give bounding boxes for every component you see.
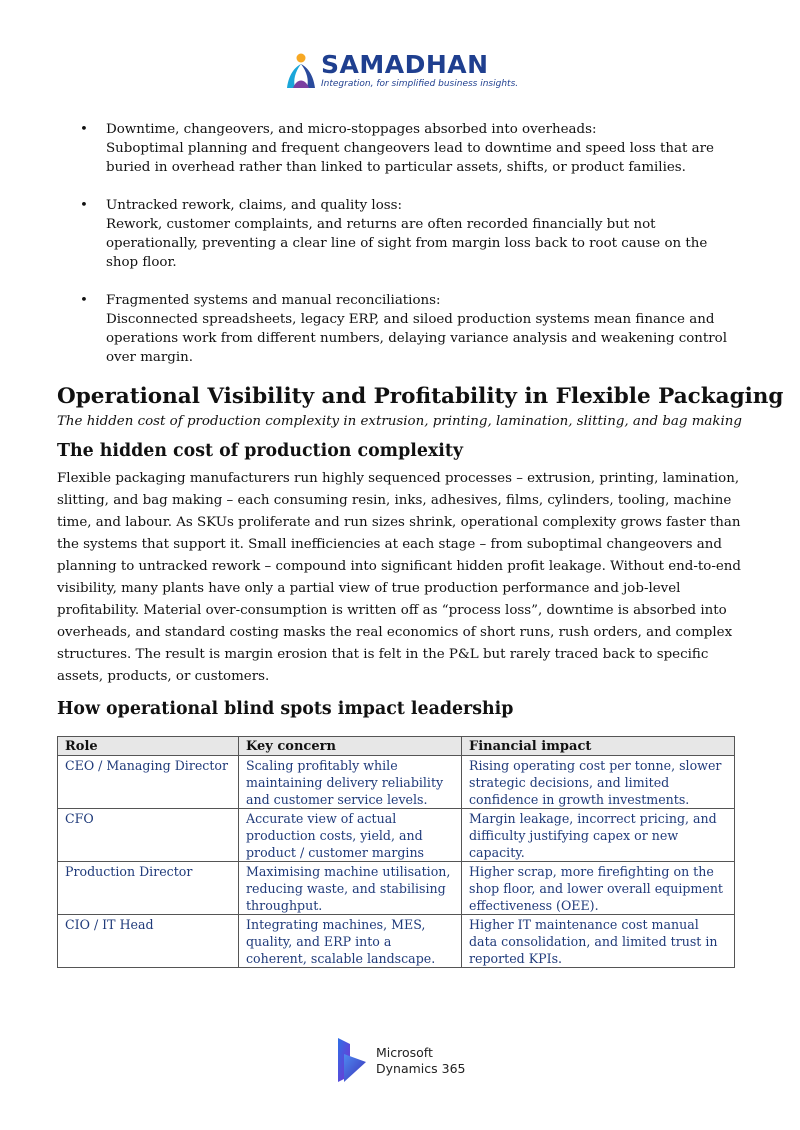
role-cell: CEO / Managing Director [58,756,239,809]
bullet-item-fragmented-systems [80,291,740,367]
samadhan-emblem-icon [283,52,319,92]
column-header-role: Role [58,737,239,756]
bullet-body: Disconnected spreadsheets, legacy ERP, and siloed production systems mean finance and operations work from different numbers, delaying variance analysis and weakening control over margin. [106,312,728,365]
bullet-item-rework [80,196,740,272]
impact-cell: Rising operating cost per tonne, slower strategic decisions, and limited confidence in growth investments. [462,756,735,809]
column-header-key-concern: Key concern [239,737,462,756]
bullet-heading: • Fragmented systems and manual reconciliations: [106,293,441,308]
bullet-heading: • Untracked rework, claims, and quality loss: [106,198,403,213]
dynamics-365-emblem-icon [334,1036,370,1084]
samadhan-tagline: Integration, for simplified business insights. [321,79,519,89]
microsoft-wordmark: Microsoft [376,1045,433,1060]
role-cell: Production Director [58,862,239,915]
microsoft-dynamics-logo [334,1036,474,1084]
concern-cell: Accurate view of actual production costs, yield, and product / customer margins [239,809,462,862]
role-cell: CFO [58,809,239,862]
bullet-item-downtime [80,120,740,177]
table-row [58,915,735,968]
dynamics-365-wordmark: Dynamics 365 [376,1061,466,1076]
column-header-financial-impact: Financial impact [462,737,735,756]
role-cell: CIO / IT Head [58,915,239,968]
impact-cell: Higher scrap, more firefighting on the shop floor, and lower overall equipment effectiveness (OEE). [462,862,735,915]
concern-cell: Maximising machine utilisation, reducing waste, and stabilising throughput. [239,862,462,915]
bullet-body: Rework, customer complaints, and returns are often recorded financially but not operationally, preventing a clear line of sight from margin loss back to root cause on the shop floor. [106,217,708,270]
samadhan-logo [283,52,523,92]
table-row [58,862,735,915]
samadhan-brand-name: SAMADHAN [321,50,489,79]
impact-cell: Margin leakage, incorrect pricing, and difficulty justifying capex or new capacity. [462,809,735,862]
section-subtitle: The hidden cost of production complexity in extrusion, printing, lamination, slitting, and bag making [57,414,743,429]
hidden-cost-paragraph: Flexible packaging manufacturers run highly sequenced processes – extrusion, printing, lamination, slitting, and bag making – each consuming resin, inks, adhesives, films, cylinders, tooling, machine time, and labour. As SKUs proliferate and run sizes shrink, operational complexity grows faster than the systems that support it. Small inefficiencies at each stage – from suboptimal changeovers and planning to untracked rework – compound into significant hidden profit leakage. Without end-to-end visibility, many plants have only a partial view of true production performance and job-level profitability. Material over-consumption is written off as “process loss”, downtime is absorbed into overheads, and standard costing masks the real economics of short runs, rush orders, and complex structures. The result is margin erosion that is felt in the P&L but rarely traced back to specific assets, products, or customers. [57,471,741,684]
challenge-bullet-list [80,120,740,386]
table-row [58,756,735,809]
impact-cell: Higher IT maintenance cost manual data consolidation, and limited trust in reported KPIs. [462,915,735,968]
blind-spots-table [57,736,735,968]
blind-spots-heading: How operational blind spots impact leadership [57,699,514,719]
concern-cell: Integrating machines, MES, quality, and ERP into a coherent, scalable landscape. [239,915,462,968]
table-row [58,809,735,862]
concern-cell: Scaling profitably while maintaining delivery reliability and customer service levels. [239,756,462,809]
hidden-cost-heading: The hidden cost of production complexity [57,441,464,461]
section-title: Operational Visibility and Profitability in Flexible Packaging [57,384,784,409]
table-header-row [58,737,735,756]
bullet-heading: • Downtime, changeovers, and micro-stoppages absorbed into overheads: [106,122,597,137]
bullet-body: Suboptimal planning and frequent changeovers lead to downtime and speed loss that are buried in overhead rather than linked to particular assets, shifts, or product families. [106,141,714,175]
